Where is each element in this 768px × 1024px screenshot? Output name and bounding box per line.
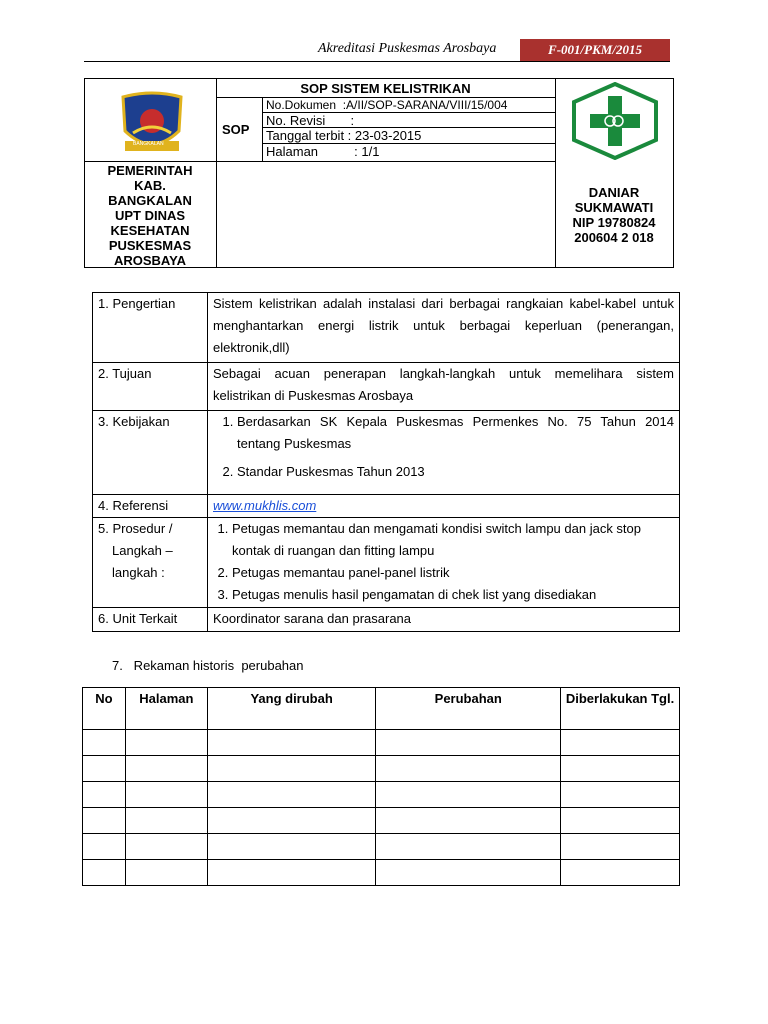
- puskesmas-logo: [570, 82, 660, 160]
- tujuan-label: 2. Tujuan: [93, 363, 208, 411]
- issue-date: Tanggal terbit : 23-03-2015: [266, 128, 422, 143]
- col-halaman: Halaman: [125, 688, 207, 730]
- table-row: [83, 808, 680, 834]
- emblem-caption: BANGKALAN: [133, 141, 164, 147]
- signer-nip-cont: 200604 2 018: [574, 230, 654, 245]
- history-title: 7. Rekaman historis perubahan: [112, 658, 304, 673]
- signer-last-name: SUKMAWATI: [574, 200, 654, 215]
- kebijakan-item: 1. Berdasarkan SK Kepala Puskesmas Permenkes No. 75 Tahun 2014 tentang Puskesmas: [237, 411, 674, 455]
- prosedur-label: [93, 518, 208, 608]
- header-title: Akreditasi Puskesmas Arosbaya: [318, 41, 497, 56]
- table-row: [83, 860, 680, 886]
- prosedur-list: [208, 518, 674, 606]
- col-perubahan: Perubahan: [376, 688, 561, 730]
- sop-label: SOP: [222, 122, 250, 137]
- referensi-label: 4. Referensi: [93, 495, 208, 518]
- prosedur-item: 2. Petugas memantau panel-panel listrik: [232, 562, 674, 584]
- sop-content-table: [92, 292, 680, 632]
- table-row: [83, 730, 680, 756]
- history-table: [82, 687, 680, 886]
- organization-name: PEMERINTAH KAB. BANGKALAN UPT DINAS KESEHATAN PUSKESMAS AROSBAYA: [107, 163, 193, 268]
- revision-number: No. Revisi :: [266, 113, 355, 128]
- header-divider: [84, 61, 670, 62]
- table-row: [83, 782, 680, 808]
- prosedur-label-line: Langkah –: [112, 543, 173, 558]
- col-diberlakukan: Diberlakukan Tgl.: [561, 688, 680, 730]
- sop-title: SOP SISTEM KELISTRIKAN: [300, 81, 471, 96]
- prosedur-item: 1. Petugas memantau dan mengamati kondisi switch lampu dan jack stop kontak di ruangan dan fitting lampu: [232, 518, 674, 562]
- kebijakan-item: 2. Standar Puskesmas Tahun 2013: [237, 461, 674, 483]
- pengertian-label: 1. Pengertian: [93, 293, 208, 363]
- form-code-badge: F-001/PKM/2015: [520, 39, 670, 61]
- page-count: Halaman : 1/1: [266, 144, 380, 159]
- table-row: [83, 834, 680, 860]
- col-no: No: [83, 688, 126, 730]
- sop-header-box: [84, 78, 674, 268]
- kebijakan-label: 3. Kebijakan: [93, 411, 208, 495]
- signer-first-name: DANIAR: [588, 185, 640, 200]
- unit-text: Koordinator sarana dan prasarana: [208, 608, 680, 632]
- doc-number: No.Dokumen :A/II/SOP-SARANA/VIII/15/004: [266, 98, 508, 112]
- tujuan-text: Sebagai acuan penerapan langkah-langkah untuk memelihara sistem kelistrikan di Puskesmas Arosbaya: [208, 363, 680, 411]
- table-row: [83, 756, 680, 782]
- pengertian-text: Sistem kelistrikan adalah instalasi dari berbagai rangkaian kabel-kabel untuk menghantarkan energi listrik untuk berbagai keperluan (penerangan, elektronik,dll): [208, 293, 680, 363]
- prosedur-label-line: langkah :: [112, 565, 165, 580]
- referensi-link[interactable]: www.mukhlis.com: [213, 498, 317, 513]
- signer-nip: NIP 19780824: [572, 215, 656, 230]
- prosedur-label-line: 5. Prosedur /: [98, 521, 173, 536]
- kebijakan-list: [213, 411, 674, 483]
- bangkalan-emblem: [113, 91, 191, 157]
- prosedur-item: 3. Petugas menulis hasil pengamatan di chek list yang disediakan: [232, 584, 674, 606]
- signer-block: [555, 185, 673, 245]
- col-yang-dirubah: Yang dirubah: [207, 688, 376, 730]
- unit-label: 6. Unit Terkait: [93, 608, 208, 632]
